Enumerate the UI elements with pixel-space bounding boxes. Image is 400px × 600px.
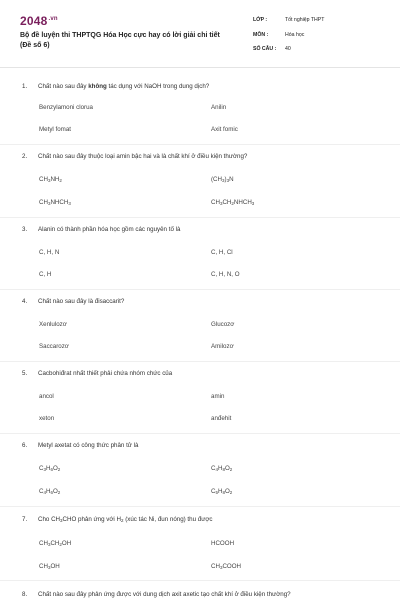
option-d[interactable]: $C_5H_8O_2$ <box>211 488 233 495</box>
option-c[interactable]: Metyl fomat <box>39 126 71 133</box>
option-a[interactable]: $CH_3NH_2$ <box>39 176 62 183</box>
question-divider <box>0 289 400 290</box>
document-title: Bộ đề luyện thi THPTQG Hóa Học cực hay có lời giải chi tiết (Đề số 6) <box>20 32 220 49</box>
question-stem: 5. Cacbohiđrat nhất thiết phải chứa nhóm chức của <box>22 370 173 377</box>
option-d[interactable]: $CH_3CH_2NHCH_3$ <box>211 199 255 206</box>
header-divider <box>0 67 400 68</box>
option-d[interactable]: $CH_3COOH$ <box>211 563 242 570</box>
option-c[interactable]: $C_4H_6O_2$ <box>39 488 61 495</box>
meta-question-count-label: SỐ CÂU : <box>253 46 277 52</box>
option-b[interactable]: HCOOH <box>211 540 235 547</box>
option-d[interactable]: Amilozơ <box>211 343 234 350</box>
option-c[interactable]: Saccarozơ <box>39 343 69 350</box>
worksheet-header <box>0 0 400 66</box>
option-d[interactable]: C, H, N, O <box>211 271 240 278</box>
option-b[interactable]: Glucozơ <box>211 321 235 328</box>
option-c[interactable]: $CH_3NHCH_3$ <box>39 199 71 206</box>
question-divider <box>0 580 400 581</box>
option-d[interactable]: anđehit <box>211 415 232 422</box>
question-stem: 4. Chất nào sau đây là đisaccarit? <box>22 298 125 305</box>
option-d[interactable]: Axit fomic <box>211 126 238 133</box>
meta-question-count-value: 40 <box>285 46 291 52</box>
option-a[interactable]: Benzylamoni clorua <box>39 104 93 111</box>
question-stem: 3. Alanin có thành phần hóa học gồm các nguyên tố là <box>22 226 181 233</box>
meta-subject-value: Hóa học <box>285 32 305 38</box>
meta-subject <box>253 32 304 38</box>
question-divider <box>0 144 400 145</box>
option-b[interactable]: $C_4H_8O_2$ <box>211 465 233 472</box>
question-stem: 6. Metyl axetat có công thức phân tử là <box>22 442 139 449</box>
question-stem: 8. Chất nào sau đây phản ứng được với dung dịch axit axetic tạo chất khí ở điều kiện thường? <box>22 591 291 598</box>
site-logo[interactable]: $2048^{.vn}$ <box>20 14 58 28</box>
meta-grade <box>253 17 324 23</box>
option-b[interactable]: C, H, Cl <box>211 249 233 256</box>
option-b[interactable]: $(CH_3)_3N$ <box>211 176 234 183</box>
option-a[interactable]: $CH_3CH_2OH$ <box>39 540 72 547</box>
option-c[interactable]: C, H <box>39 271 52 278</box>
option-b[interactable]: amin <box>211 393 225 400</box>
option-c[interactable]: $CH_3OH$ <box>39 563 60 570</box>
question-divider <box>0 433 400 434</box>
meta-subject-label: MÔN : <box>253 32 269 38</box>
question-divider <box>0 217 400 218</box>
question-divider <box>0 506 400 507</box>
meta-grade-label: LỚP : <box>253 17 268 23</box>
meta-question-count <box>253 46 291 52</box>
option-a[interactable]: Xenlulozơ <box>39 321 67 328</box>
option-b[interactable]: Anilin <box>211 104 227 111</box>
option-c[interactable]: xeton <box>39 415 55 422</box>
option-a[interactable]: C, H, N <box>39 249 60 256</box>
option-a[interactable]: $C_3H_6O_2$ <box>39 465 61 472</box>
question-stem: 2. Chất nào sau đây thuộc loại amin bậc hai và là chất khí ở điều kiện thường? <box>22 153 248 160</box>
question-divider <box>0 361 400 362</box>
question-stem: 1. Chất nào sau đây không tác dụng với NaOH trong dung dịch? <box>22 83 210 90</box>
option-a[interactable]: ancol <box>39 393 54 400</box>
question-stem: 7. Cho $CH_3CHO$ phản ứng với $H_2$ (xúc tác Ni, đun nóng) thu được <box>22 516 213 523</box>
meta-grade-value: Tốt nghiệp THPT <box>285 17 325 23</box>
